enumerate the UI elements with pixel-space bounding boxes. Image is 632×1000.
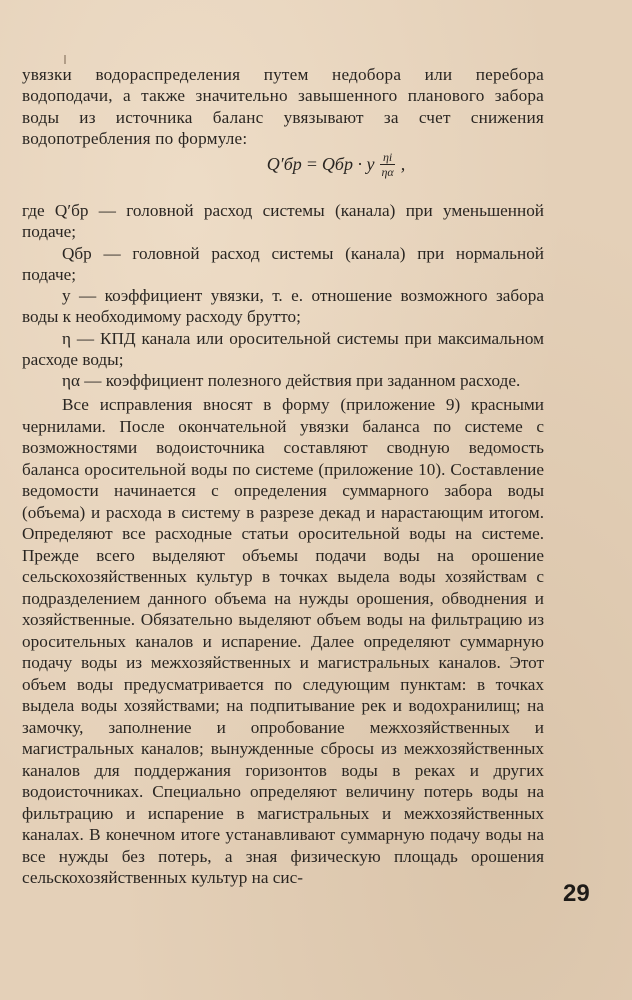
definition-symbol: Qбр	[62, 243, 92, 263]
definition-symbol: ηα	[62, 371, 80, 391]
body-text-block	[22, 394, 544, 889]
definitions-list	[22, 200, 544, 392]
definition-text: — коэффициент увязки, т. е. отношение возможного забора воды к необходимому расходу брутто;	[22, 286, 544, 327]
formula-equals: =	[305, 154, 318, 174]
definition-item	[22, 285, 544, 328]
formula-numerator: ηi	[380, 150, 395, 165]
formula-denominator: ηα	[381, 165, 394, 179]
intro-paragraph: увязки водораспределения путем недобора или перебора водоподачи, а также значительно завышенного планового забора воды из источника баланс увязывают за счет снижения водопотребления по формуле:	[22, 65, 544, 148]
formula-comma: ,	[400, 154, 406, 174]
ink-mark	[64, 55, 66, 64]
formula-fraction	[378, 150, 396, 179]
definition-item	[22, 370, 544, 391]
definition-item	[22, 243, 544, 286]
definition-item	[22, 328, 544, 371]
definition-text: — головной расход системы (канала) при нормальной подаче;	[22, 243, 544, 284]
intro-text-block	[22, 64, 544, 149]
definition-symbol: у	[62, 286, 71, 306]
formula	[0, 150, 632, 196]
definition-symbol: где Q′бр	[22, 201, 89, 220]
definition-text: — КПД канала или оросительной системы при максимальном расходе воды;	[22, 328, 544, 370]
formula-lhs: Q′бр	[266, 154, 302, 174]
definition-text: — коэффициент полезного действия при заданном расходе.	[80, 371, 521, 391]
definition-text: — головной расход системы (канала) при уменьшенной подаче;	[22, 201, 544, 242]
definition-item	[22, 200, 544, 243]
formula-rhs: Qбр · у	[321, 154, 375, 174]
body-paragraph: Все исправления вносят в форму (приложение 9) красными чернилами. После окончательной увязки баланса по системе с возможностями водоисточника составляют сводную ведомость баланса оросительной воды по системе (приложение 10). Составление ведомости начинается с определения суммарного забора воды (объема) и расхода в систему в разрезе декад и нарастающим итогом. Определяют все расходные статьи оросительной воды на системе. Прежде всего выделяют объемы подачи воды на орошение сельскохозяйственных культур в точках выдела воды хозяйствам с подразделением данного объема на нужды орошения, обводнения и хозяйственные. Обязательно выделяют объем воды на фильтрацию из оросительных каналов и испарение. Далее определяют суммарную подачу воды из межхозяйственных и магистральных каналов. Этот объем воды предусматривается по следующим пунктам: в точках выдела воды хозяйствами; на подпитывание рек и водохранилищ; на замочку, заполнение и опробование межхозяйственных и магистральных каналов; вынужденные сбросы из межхозяйственных каналов для поддержания горизонтов воды в реках и других водоисточниках. Специально определяют величину потерь воды на фильтрацию и испарение в магистральных и межхозяйственных каналах. В конечном итоге устанавливают суммарную подачу воды на все нужды без потерь, а зная физическую площадь орошения сельскохозяйственных культур на сис-	[22, 395, 544, 887]
definition-symbol: η	[62, 328, 71, 348]
page-number: 29	[563, 880, 590, 907]
